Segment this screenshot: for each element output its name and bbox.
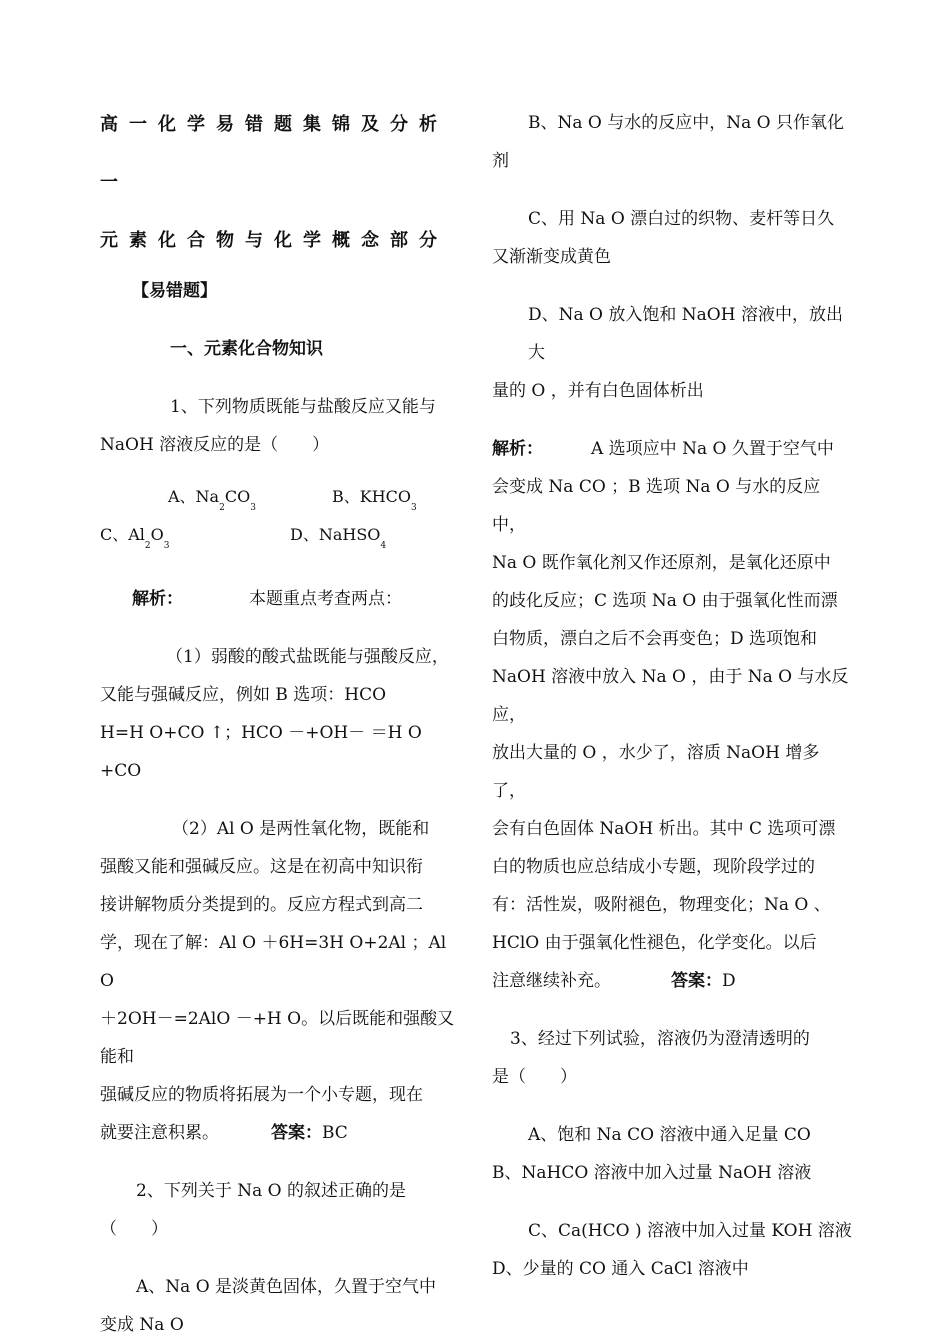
q2-option-c-line1: C、用 Na O 漂白过的织物、麦杆等日久	[528, 209, 835, 229]
q2-answer-line: 注意继续补充。 答案：D	[492, 971, 736, 991]
q1-point2-line4: 学，现在了解：Al O ＋6H=3H O+2Al ；Al O	[100, 933, 447, 991]
q1-analysis	[100, 580, 460, 618]
document-title-line2: 元素化合物与化学概念部分	[100, 230, 448, 251]
q1-point1-line2: 又能与强碱反应，例如 B 选项：HCO	[100, 685, 387, 705]
answer-label: 答案：	[271, 1123, 322, 1143]
answer-value: BC	[322, 1123, 348, 1143]
q2-analysis-line1: 解析： A 选项应中 Na O 久置于空气中	[492, 439, 834, 459]
q2-analysis-line11: HClO 由于强氧化性褪色，化学变化。以后	[492, 933, 817, 953]
document-title-line1: 高一化学易错题集锦及分析一	[100, 114, 448, 193]
q2-analysis-line9: 白的物质也应总结成小专题，现阶段学过的	[492, 857, 815, 877]
q1-point2-line5: ＋2OH－=2AlO －+H O。以后既能和强酸又能和	[100, 1009, 455, 1067]
q2-stem-cont: （ ）	[100, 1219, 168, 1239]
q2-option-c-line2: 又渐渐变成黄色	[492, 247, 611, 267]
answer-label: 答案：	[671, 971, 722, 991]
q2-analysis-line4: 的歧化反应；C 选项 Na O 由于强氧化性而漂	[492, 591, 838, 611]
q2-analysis-line6: NaOH 溶液中放入 Na O ，由于 Na O 与水反应，	[492, 667, 849, 725]
right-column	[492, 100, 852, 1288]
q2-option-b-line2: 剂	[492, 151, 509, 171]
q3-option-a: A、饱和 Na CO 溶液中通入足量 CO	[528, 1125, 811, 1145]
q2-analysis-line10: 有：活性炭，吸附褪色，物理变化；Na O 、	[492, 895, 831, 915]
q2-option-d-line1: D、Na O 放入饱和 NaOH 溶液中，放出大	[528, 305, 843, 363]
q2-analysis-line3: Na O 既作氧化剂又作还原剂，是氧化还原中	[492, 553, 831, 573]
q1-options-row1	[100, 484, 460, 522]
q1-point2-line1: （2）Al O 是两性氧化物，既能和	[172, 819, 430, 839]
q2-option-a-line1: A、Na O 是淡黄色固体，久置于空气中	[136, 1277, 437, 1297]
q2-option-d-line2: 量的 O ，并有白色固体析出	[492, 381, 704, 401]
q1-point2-line3: 接讲解物质分类提到的。反应方程式到高二	[100, 895, 423, 915]
analysis-label: 解析：	[132, 589, 183, 609]
q1-stem: 1、下列物质既能与盐酸反应又能与	[170, 397, 436, 417]
analysis-label: 解析：	[492, 439, 543, 459]
q2-option-a-line2: 变成 Na O	[100, 1315, 184, 1335]
q1-stem-cont: NaOH 溶液反应的是（ ）	[100, 435, 330, 455]
q1-option-d: D、NaHSO$_4$	[290, 525, 387, 551]
q2-analysis-line2: 会变成 Na CO ；B 选项 Na O 与水的反应中，	[492, 477, 821, 535]
q1-answer-line: 就要注意积累。 答案：BC	[100, 1123, 348, 1143]
q2-option-b-line1: B、Na O 与水的反应中，Na O 只作氧化	[528, 113, 845, 133]
q3-option-d: D、少量的 CO 通入 CaCl 溶液中	[492, 1259, 749, 1279]
q3-option-b: B、NaHCO 溶液中加入过量 NaOH 溶液	[492, 1163, 812, 1183]
q2-stem: 2、下列关于 Na O 的叙述正确的是	[136, 1181, 406, 1201]
analysis-intro: 本题重点考查两点：	[249, 589, 402, 609]
answer-value: D	[722, 971, 736, 991]
q2-analysis-line8: 会有白色固体 NaOH 析出。其中 C 选项可漂	[492, 819, 836, 839]
left-column	[100, 100, 460, 1344]
q1-point2-line6: 强碱反应的物质将拓展为一个小专题，现在	[100, 1085, 423, 1105]
q1-options-row2	[100, 522, 460, 560]
q1-option-b: B、$KHCO_3$	[332, 487, 417, 513]
section1-heading: 一、元素化合物知识	[170, 339, 323, 359]
q1-point1-line3: H=H O+CO ↑；HCO －+OH－ ＝H O +CO	[100, 723, 422, 781]
q3-option-c: C、Ca(HCO ) 溶液中加入过量 KOH 溶液	[528, 1221, 852, 1241]
q3-stem-cont: 是（ ）	[492, 1067, 577, 1087]
q1-point2-line2: 强酸又能和强碱反应。这是在初高中知识衔	[100, 857, 423, 877]
q1-option-c: C、$Al_2O_3$	[100, 525, 170, 551]
q1-point1-line1: （1）弱酸的酸式盐既能与强酸反应，	[166, 647, 449, 667]
q2-analysis-line7: 放出大量的 O ，水少了，溶质 NaOH 增多了，	[492, 743, 820, 801]
q2-analysis-line5: 白物质，漂白之后不会再变色；D 选项饱和	[492, 629, 818, 649]
section-mark: 【易错题】	[132, 281, 217, 301]
q3-stem: 3、经过下列试验，溶液仍为澄清透明的	[510, 1029, 810, 1049]
q1-option-a: A、$Na_2CO_3$	[168, 487, 256, 513]
